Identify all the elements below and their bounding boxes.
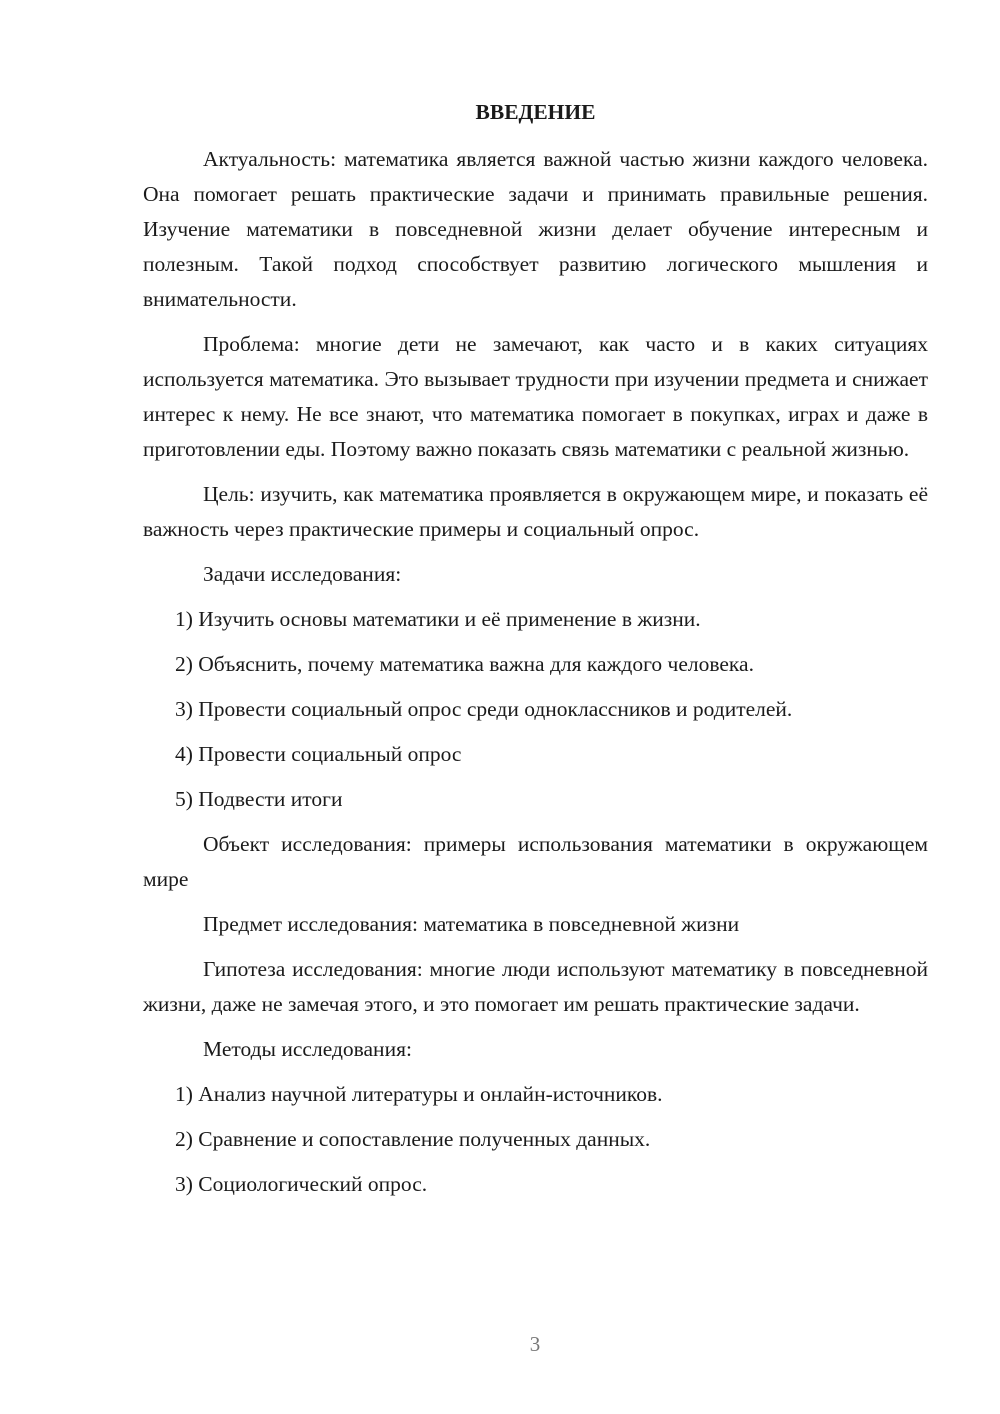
tasks-list	[143, 602, 928, 817]
list-item: 2) Объяснить, почему математика важна для каждого человека.	[175, 652, 754, 676]
page-number: 3	[529, 1332, 541, 1356]
list-item: 1) Изучить основы математики и её применение в жизни.	[175, 607, 701, 631]
methods-list	[143, 1077, 928, 1202]
list-item: 4) Провести социальный опрос	[175, 742, 462, 766]
methods-heading: Методы исследования:	[203, 1037, 412, 1061]
list-item: 3) Социологический опрос.	[175, 1172, 428, 1196]
problem-paragraph: Проблема: многие дети не замечают, как часто и в каких ситуациях используется математика. Это вызывает трудности при изучении предмета и снижает интерес к нему. Не все знают, что математика помогает в покупках, играх и даже в приготовлении еды. Поэтому важно показать связь математики с реальной жизнью.	[143, 332, 928, 461]
goal-paragraph: Цель: изучить, как математика проявляется в окружающем мире, и показать её важность через практические примеры и социальный опрос.	[143, 482, 928, 541]
list-item: 5) Подвести итоги	[175, 787, 343, 811]
hypothesis-paragraph: Гипотеза исследования: многие люди используют математику в повседневной жизни, даже не замечая этого, и это помогает им решать практические задачи.	[143, 957, 928, 1016]
subject-paragraph: Предмет исследования: математика в повседневной жизни	[203, 912, 740, 936]
page-title: ВВЕДЕНИЕ	[475, 100, 596, 124]
document-page	[143, 95, 928, 1212]
tasks-heading: Задачи исследования:	[203, 562, 402, 586]
list-item: 3) Провести социальный опрос среди одноклассников и родителей.	[175, 697, 793, 721]
relevance-paragraph: Актуальность: математика является важной частью жизни каждого человека. Она помогает решать практические задачи и принимать правильные решения. Изучение математики в повседневной жизни делает обучение интересным и полезным. Такой подход способствует развитию логического мышления и внимательности.	[143, 147, 928, 311]
list-item: 1) Анализ научной литературы и онлайн-источников.	[175, 1082, 663, 1106]
list-item: 2) Сравнение и сопоставление полученных данных.	[175, 1127, 651, 1151]
object-paragraph: Объект исследования: примеры использования математики в окружающем мире	[143, 832, 928, 891]
